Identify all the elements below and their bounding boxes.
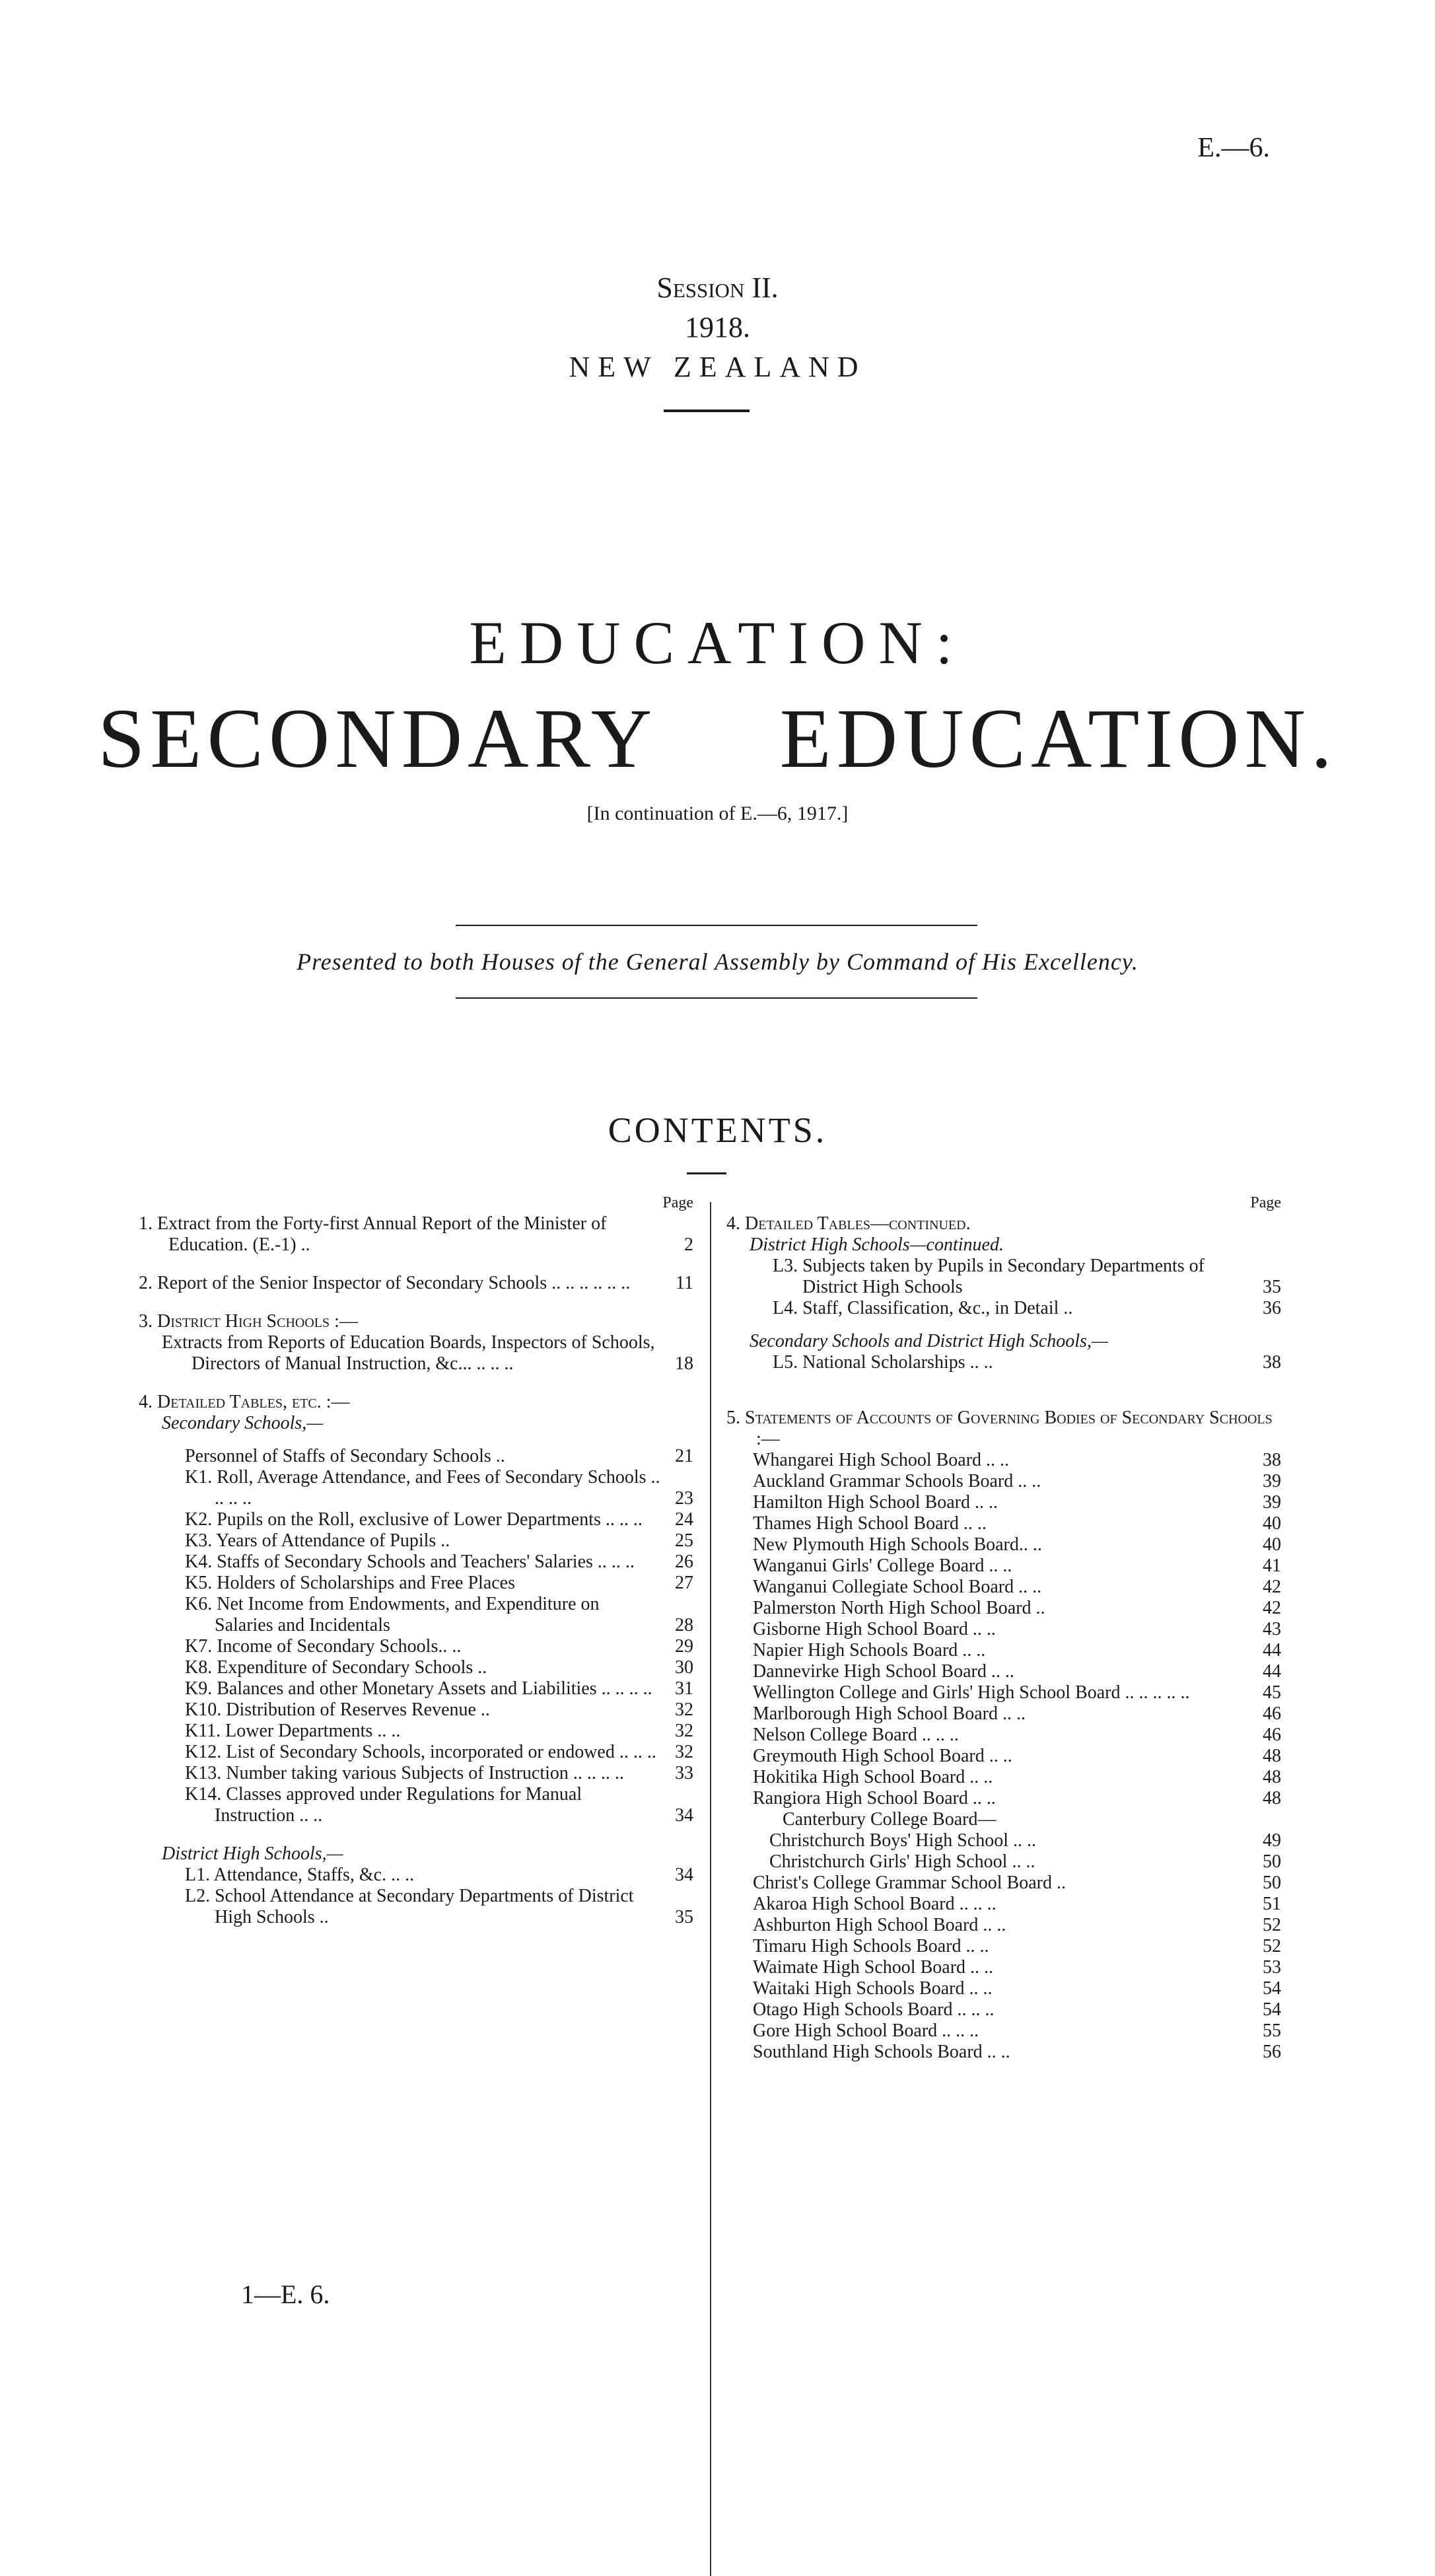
toc-entry-text: K11. Lower Departments .. ..: [185, 1721, 401, 1741]
divider: [687, 1172, 726, 1174]
title-secondary-education: SECONDARY EDUCATION.: [98, 692, 1337, 785]
toc-entry-text: Timaru High Schools Board .. ..: [753, 1936, 989, 1956]
toc-entry-page: 40: [1263, 1513, 1281, 1534]
toc-entry-text: Otago High Schools Board .. .. ..: [753, 1999, 995, 2020]
toc-entry: [139, 1657, 693, 1678]
toc-entry-page: 49: [1263, 1830, 1281, 1851]
toc-entry-text: Extracts from Reports of Education Boards, Inspectors of Schools, Directors of Manual Instruction, &c... .. .. ..: [162, 1332, 655, 1374]
toc-entry-page: 35: [1263, 1277, 1281, 1297]
toc-entry-page: 39: [1263, 1471, 1281, 1491]
toc-entry-page: 48: [1263, 1767, 1281, 1787]
toc-entry: [139, 1636, 693, 1657]
toc-entry-text: K6. Net Income from Endowments, and Expenditure on Salaries and Incidentals: [185, 1594, 600, 1635]
toc-entry-page: 51: [1263, 1894, 1281, 1914]
toc-entry-text: Dannevirke High School Board .. ..: [753, 1661, 1014, 1682]
divider: [456, 997, 977, 999]
toc-entry-text: L4. Staff, Classification, &c., in Detail ..: [773, 1298, 1073, 1318]
toc-entry-text: Rangiora High School Board .. ..: [753, 1788, 996, 1808]
contents-right-column: [726, 1192, 1281, 2063]
toc-entry-page: 32: [675, 1721, 693, 1741]
toc-entry-page: 48: [1263, 1746, 1281, 1766]
toc-entry-page: 38: [1263, 1450, 1281, 1470]
toc-entry: [726, 1957, 1281, 1978]
toc-entry-text: K2. Pupils on the Roll, exclusive of Lower Departments .. .. ..: [185, 1509, 643, 1530]
continuation-note: [In continuation of E.—6, 1917.]: [586, 803, 849, 824]
toc-entry: [726, 1640, 1281, 1661]
toc-entry: [726, 1767, 1281, 1788]
year-label: 1918.: [685, 311, 750, 343]
toc-entry-page: 39: [1263, 1492, 1281, 1513]
toc-section-heading: 3. District High Schools :—: [139, 1311, 358, 1332]
divider: [456, 925, 977, 926]
toc-entry: [726, 1577, 1281, 1598]
toc-entry-page: 25: [675, 1530, 693, 1551]
toc-entry-page: 34: [675, 1865, 693, 1885]
toc-entry-page: 52: [1263, 1915, 1281, 1935]
toc-entry-page: 53: [1263, 1957, 1281, 1978]
toc-entry-text: Auckland Grammar Schools Board .. ..: [753, 1471, 1041, 1491]
toc-entry-text: Hokitika High School Board .. ..: [753, 1767, 993, 1787]
toc-entry-text: Greymouth High School Board .. ..: [753, 1746, 1012, 1766]
toc-subheading: Secondary Schools and District High Schools,—: [750, 1331, 1108, 1351]
page-column-label: Page: [662, 1194, 693, 1211]
toc-entry: [139, 1721, 693, 1742]
toc-entry-text: 2. Report of the Senior Inspector of Secondary Schools .. .. .. .. .. ..: [139, 1273, 631, 1293]
toc-entry-page: 38: [1263, 1352, 1281, 1373]
toc-entry: [726, 1598, 1281, 1619]
toc-entry-page: 35: [675, 1907, 693, 1927]
toc-entry-page: 28: [675, 1615, 693, 1635]
contents-heading: CONTENTS.: [608, 1110, 827, 1150]
toc-entry-page: 30: [675, 1657, 693, 1678]
toc-entry-text: K10. Distribution of Reserves Revenue ..: [185, 1699, 490, 1720]
toc-entry-text: Nelson College Board .. .. ..: [753, 1725, 959, 1745]
toc-section-heading: 5. Statements of Accounts of Governing Bodies of Secondary Schools :—: [726, 1408, 1273, 1449]
toc-entry-text: K7. Income of Secondary Schools.. ..: [185, 1636, 462, 1657]
toc-entry-page: 27: [675, 1573, 693, 1593]
toc-entry: [726, 1513, 1281, 1534]
toc-entry-text: Napier High Schools Board .. ..: [753, 1640, 986, 1661]
toc-entry-page: 34: [675, 1805, 693, 1826]
toc-entry-text: Christ's College Grammar School Board ..: [753, 1873, 1066, 1893]
toc-entry-text: Personnel of Staffs of Secondary Schools ..: [185, 1446, 505, 1466]
title-education: EDUCATION:: [469, 609, 966, 676]
toc-entry: [726, 1915, 1281, 1936]
toc-entry-page: 29: [675, 1636, 693, 1657]
toc-entry: [139, 1530, 693, 1552]
toc-entry-text: Christchurch Girls' High School .. ..: [769, 1851, 1035, 1872]
toc-entry-page: 23: [675, 1488, 693, 1509]
toc-entry-text: L5. National Scholarships .. ..: [773, 1352, 993, 1373]
divider: [664, 410, 750, 412]
toc-entry: [726, 1661, 1281, 1682]
toc-entry: [139, 1467, 693, 1509]
toc-entry-page: 42: [1263, 1598, 1281, 1618]
country-label: NEW ZEALAND: [569, 351, 866, 383]
toc-entry-page: 32: [675, 1742, 693, 1762]
toc-entry: [139, 1446, 693, 1467]
toc-entry-page: 50: [1263, 1873, 1281, 1893]
toc-entry-text: K13. Number taking various Subjects of Instruction .. .. .. ..: [185, 1763, 624, 1783]
toc-entry: [726, 1746, 1281, 1767]
toc-entry-text: Hamilton High School Board .. ..: [753, 1492, 998, 1513]
presented-line: Presented to both Houses of the General Assembly by Command of His Excellency.: [297, 948, 1138, 975]
toc-entry-page: 21: [675, 1446, 693, 1466]
toc-entry: [726, 1450, 1281, 1471]
toc-entry-page: 45: [1263, 1682, 1281, 1703]
toc-entry-page: 32: [675, 1699, 693, 1720]
toc-entry-text: K14. Classes approved under Regulations for Manual Instruction .. ..: [185, 1784, 582, 1826]
toc-entry-text: K3. Years of Attendance of Pupils ..: [185, 1530, 450, 1551]
toc-entry-page: 54: [1263, 1978, 1281, 1999]
toc-entry: [139, 1509, 693, 1530]
toc-entry: [726, 1978, 1281, 1999]
toc-entry-text: Wellington College and Girls' High School Board .. .. .. .. ..: [753, 1682, 1190, 1703]
toc-entry-text: K8. Expenditure of Secondary Schools ..: [185, 1657, 487, 1678]
toc-entry-text: Ashburton High School Board .. ..: [753, 1915, 1006, 1935]
toc-entry: [726, 2042, 1281, 2063]
toc-entry: [139, 1552, 693, 1573]
page-column-label: Page: [1250, 1194, 1281, 1211]
toc-entry-text: Waitaki High Schools Board .. ..: [753, 1978, 993, 1999]
toc-entry-text: K9. Balances and other Monetary Assets and Liabilities .. .. .. ..: [185, 1678, 652, 1699]
toc-entry-text: L2. School Attendance at Secondary Departments of District High Schools ..: [185, 1886, 634, 1927]
toc-entry: [726, 2021, 1281, 2042]
toc-entry: [726, 1851, 1281, 1873]
toc-entry-text: L1. Attendance, Staffs, &c. .. ..: [185, 1865, 415, 1885]
toc-entry-page: 42: [1263, 1577, 1281, 1597]
toc-entry-text: Palmerston North High School Board ..: [753, 1598, 1045, 1618]
toc-entry-text: Waimate High School Board .. ..: [753, 1957, 994, 1978]
toc-entry: [726, 1619, 1281, 1640]
footer-code: 1—E. 6.: [241, 2279, 330, 2309]
toc-entry: [726, 1471, 1281, 1492]
toc-entry: [726, 1492, 1281, 1513]
toc-entry-page: 46: [1263, 1725, 1281, 1745]
toc-entry-page: 50: [1263, 1851, 1281, 1872]
toc-entry: [139, 1742, 693, 1763]
toc-entry: [726, 1298, 1281, 1319]
toc-entry: [726, 1256, 1281, 1298]
toc-subheading: Secondary Schools,—: [162, 1413, 324, 1433]
toc-entry-text: Akaroa High School Board .. .. ..: [753, 1894, 997, 1914]
toc-entry: [139, 1699, 693, 1721]
toc-entry-text: Marlborough High School Board .. ..: [753, 1703, 1026, 1724]
toc-entry: [139, 1865, 693, 1886]
toc-entry-page: 56: [1263, 2042, 1281, 2062]
document-code: E.—6.: [1197, 133, 1270, 163]
toc-entry-text: K4. Staffs of Secondary Schools and Teachers' Salaries .. .. ..: [185, 1552, 635, 1572]
toc-entry: [726, 1556, 1281, 1577]
toc-entry: [139, 1886, 693, 1928]
toc-entry-page: 43: [1263, 1619, 1281, 1639]
toc-entry-page: 33: [675, 1763, 693, 1783]
toc-entry: [726, 1830, 1281, 1851]
toc-entry: [139, 1594, 693, 1636]
toc-entry-text: Thames High School Board .. ..: [753, 1513, 987, 1534]
toc-entry-page: 24: [675, 1509, 693, 1530]
toc-entry-page: 26: [675, 1552, 693, 1572]
toc-section-heading: 4. Detailed Tables—continued.: [726, 1213, 971, 1234]
toc-subheading: Canterbury College Board—: [783, 1809, 997, 1830]
toc-entry-text: K12. List of Secondary Schools, incorporated or endowed .. .. ..: [185, 1742, 656, 1762]
toc-entry-text: K1. Roll, Average Attendance, and Fees of Secondary Schools .. .. .. ..: [185, 1467, 660, 1509]
toc-entry-text: K5. Holders of Scholarships and Free Places: [185, 1573, 516, 1593]
toc-entry: [726, 1894, 1281, 1915]
toc-entry: [726, 1703, 1281, 1725]
toc-entry-text: Gisborne High School Board .. ..: [753, 1619, 996, 1639]
toc-entry: [726, 1936, 1281, 1957]
toc-entry-text: Christchurch Boys' High School .. ..: [769, 1830, 1037, 1851]
toc-entry: [139, 1273, 693, 1294]
toc-entry-text: Gore High School Board .. .. ..: [753, 2021, 979, 2041]
toc-entry: [139, 1678, 693, 1699]
toc-entry: [726, 1534, 1281, 1556]
toc-entry-page: 11: [676, 1273, 693, 1293]
toc-entry-text: New Plymouth High Schools Board.. ..: [753, 1534, 1042, 1555]
toc-entry-text: Wanganui Girls' College Board .. ..: [753, 1556, 1012, 1576]
toc-entry: [139, 1332, 693, 1375]
toc-entry-page: 52: [1263, 1936, 1281, 1956]
toc-entry-page: 44: [1263, 1661, 1281, 1682]
toc-entry: [726, 1873, 1281, 1894]
toc-entry-text: Wanganui Collegiate School Board .. ..: [753, 1577, 1042, 1597]
toc-entry-page: 41: [1263, 1556, 1281, 1576]
toc-subheading: District High Schools—continued.: [750, 1234, 1004, 1255]
toc-entry-text: Southland High Schools Board .. ..: [753, 2042, 1010, 2062]
toc-entry: [726, 1788, 1281, 1809]
toc-entry: [139, 1213, 693, 1256]
toc-entry-text: Whangarei High School Board .. ..: [753, 1450, 1010, 1470]
toc-entry-page: 18: [675, 1353, 693, 1374]
toc-entry: [726, 1682, 1281, 1703]
column-divider: [710, 1202, 711, 2576]
toc-entry: [726, 1352, 1281, 1373]
toc-entry-page: 48: [1263, 1788, 1281, 1808]
toc-entry-text: 1. Extract from the Forty-first Annual Report of the Minister of Education. (E.-1) ..: [139, 1213, 607, 1255]
toc-subheading: District High Schools,—: [162, 1843, 343, 1864]
toc-entry: [139, 1573, 693, 1594]
toc-entry: [726, 1999, 1281, 2021]
toc-entry-page: 36: [1263, 1298, 1281, 1318]
toc-entry-page: 40: [1263, 1534, 1281, 1555]
toc-entry-page: 2: [684, 1234, 693, 1255]
toc-entry: [139, 1784, 693, 1826]
toc-entry: [139, 1763, 693, 1784]
toc-entry-page: 44: [1263, 1640, 1281, 1661]
toc-entry-page: 31: [675, 1678, 693, 1699]
toc-entry-page: 55: [1263, 2021, 1281, 2041]
toc-entry-page: 46: [1263, 1703, 1281, 1724]
toc-entry-page: 54: [1263, 1999, 1281, 2020]
toc-section-heading: 4. Detailed Tables, etc. :—: [139, 1392, 350, 1412]
toc-entry: [726, 1725, 1281, 1746]
session-label: Session II.: [656, 271, 779, 304]
contents-left-column: [139, 1192, 693, 1928]
toc-entry-text: L3. Subjects taken by Pupils in Secondary Departments of District High Schools: [773, 1256, 1205, 1297]
